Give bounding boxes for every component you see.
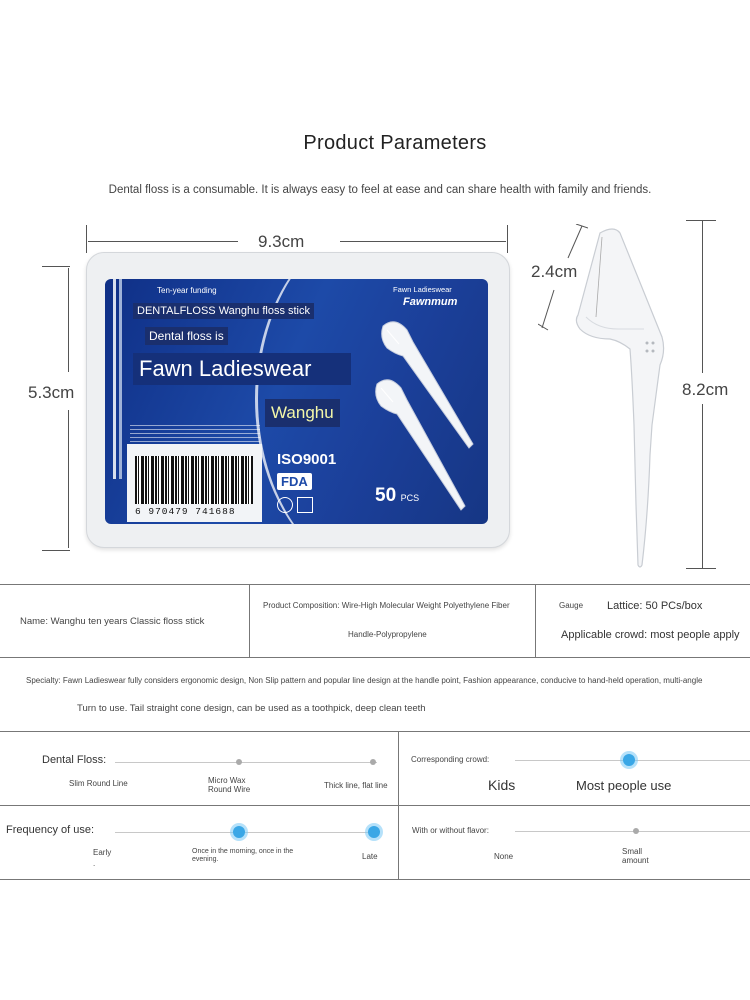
page-title: Product Parameters: [303, 132, 487, 154]
label-line2: Dental floss is: [145, 327, 228, 345]
param-specialty-cont: Turn to use. Tail straight cone design, can be used as a toothpick, deep clean teeth: [77, 703, 426, 714]
table-divider: [535, 585, 536, 657]
barcode: [135, 456, 253, 504]
table-rule: [0, 584, 750, 585]
scale-frequency-track: [115, 832, 377, 833]
scale-frequency-label: Frequency of use:: [6, 824, 95, 836]
box-width-label: 9.3cm: [258, 232, 305, 251]
scale-frequency-option: Once in the morning, once in the evening.: [192, 848, 294, 863]
scale-frequency-selected-dot: [233, 826, 245, 838]
scale-frequency-option: Early: [93, 848, 112, 857]
dim-line-width-right: [340, 241, 506, 242]
param-name: Name: Wanghu ten years Classic floss stick: [20, 616, 205, 627]
scale-crowd-option: Most people use: [576, 778, 672, 793]
scale-crowd-selected-dot: [623, 754, 635, 766]
label-line1: DENTALFLOSS Wanghu floss stick: [133, 303, 314, 319]
pick-dim-line-top: [702, 221, 703, 373]
pick-width-label: 2.4cm: [531, 262, 578, 281]
floss-box-label: [105, 279, 488, 524]
box-height-label: 5.3cm: [28, 383, 75, 402]
table-rule: [0, 657, 750, 658]
tag-top: Ten-year funding: [157, 286, 217, 295]
table-divider: [398, 732, 399, 879]
label-line4: Wanghu: [265, 399, 340, 427]
scale-frequency-option: Late: [362, 852, 378, 861]
brand-logo: Fawnmum: [403, 296, 458, 308]
recycle-icon: [277, 497, 293, 513]
scale-floss-option: Micro Wax Round Wire: [208, 776, 251, 794]
page-subtitle: Dental floss is a consumable. It is always easy to feel at ease and can share health with family and friends.: [108, 184, 652, 196]
scale-frequency-dot-text: .: [93, 859, 96, 868]
scale-crowd-label: Corresponding crowd:: [411, 755, 490, 764]
dim-line-height-top: [68, 268, 69, 372]
scale-flavor-option: Small amount: [622, 847, 649, 865]
param-composition: Product Composition: Wire-High Molecular Weight Polyethylene Fiber: [263, 601, 510, 610]
param-gauge: Gauge: [559, 601, 584, 610]
param-crowd: Applicable crowd: most people apply: [561, 629, 740, 641]
dim-line-width-left: [88, 241, 238, 242]
label-stripe: [119, 279, 122, 479]
label-stripe: [113, 279, 116, 479]
dim-tick-left: [86, 225, 87, 253]
table-divider: [249, 585, 250, 657]
table-rule: [0, 879, 750, 880]
param-lattice: Lattice: 50 PCs/box: [607, 600, 703, 612]
scale-flavor-dot: [633, 828, 639, 834]
scale-floss-track: [115, 762, 377, 763]
table-rule: [0, 731, 750, 732]
scale-floss-dot: [236, 759, 242, 765]
scale-floss-label: Dental Floss:: [42, 754, 107, 766]
scale-floss-option: Thick line, flat line: [324, 781, 388, 790]
brand-small: Fawn Ladieswear: [393, 285, 452, 294]
label-line3: Fawn Ladieswear: [133, 353, 351, 385]
count-badge: [375, 485, 419, 507]
dim-line-height-bottom: [68, 410, 69, 548]
iso-mark: ISO9001: [277, 451, 337, 468]
scale-flavor-label: With or without flavor:: [412, 826, 489, 835]
scale-flavor-option: None: [494, 852, 514, 861]
scale-floss-option: Slim Round Line: [69, 779, 128, 788]
pick-dim-line-bottom: [702, 404, 703, 568]
barcode-panel: [127, 444, 262, 522]
param-specialty: Specialty: Fawn Ladieswear fully considers ergonomic design, Non Slip pattern and popular line design at the handle point, Fashion appearance, conducive to hand-held operation, multi-angle: [26, 676, 703, 685]
count-unit: PCS: [400, 493, 420, 503]
floss-pick-illustration: [365, 314, 480, 514]
bin-icon: [297, 497, 313, 513]
label-fine-print: [130, 422, 260, 442]
pick-dim-tick-bottom: [686, 568, 716, 569]
pick-dim-tick-top: [686, 220, 716, 221]
scale-frequency-selected-dot: [368, 826, 380, 838]
dim-tick-bottom: [42, 550, 70, 551]
dim-tick-top: [42, 266, 70, 267]
count-number: 50: [375, 485, 397, 506]
dim-tick-right: [507, 225, 508, 253]
scale-floss-dot: [370, 759, 376, 765]
pick-height-label: 8.2cm: [682, 380, 729, 399]
fda-mark: FDA: [277, 473, 312, 490]
barcode-number: 6 970479 741688: [135, 506, 236, 517]
scale-crowd-option: Kids: [488, 777, 516, 793]
param-handle: Handle-Polypropylene: [348, 630, 427, 639]
table-rule: [0, 805, 750, 806]
